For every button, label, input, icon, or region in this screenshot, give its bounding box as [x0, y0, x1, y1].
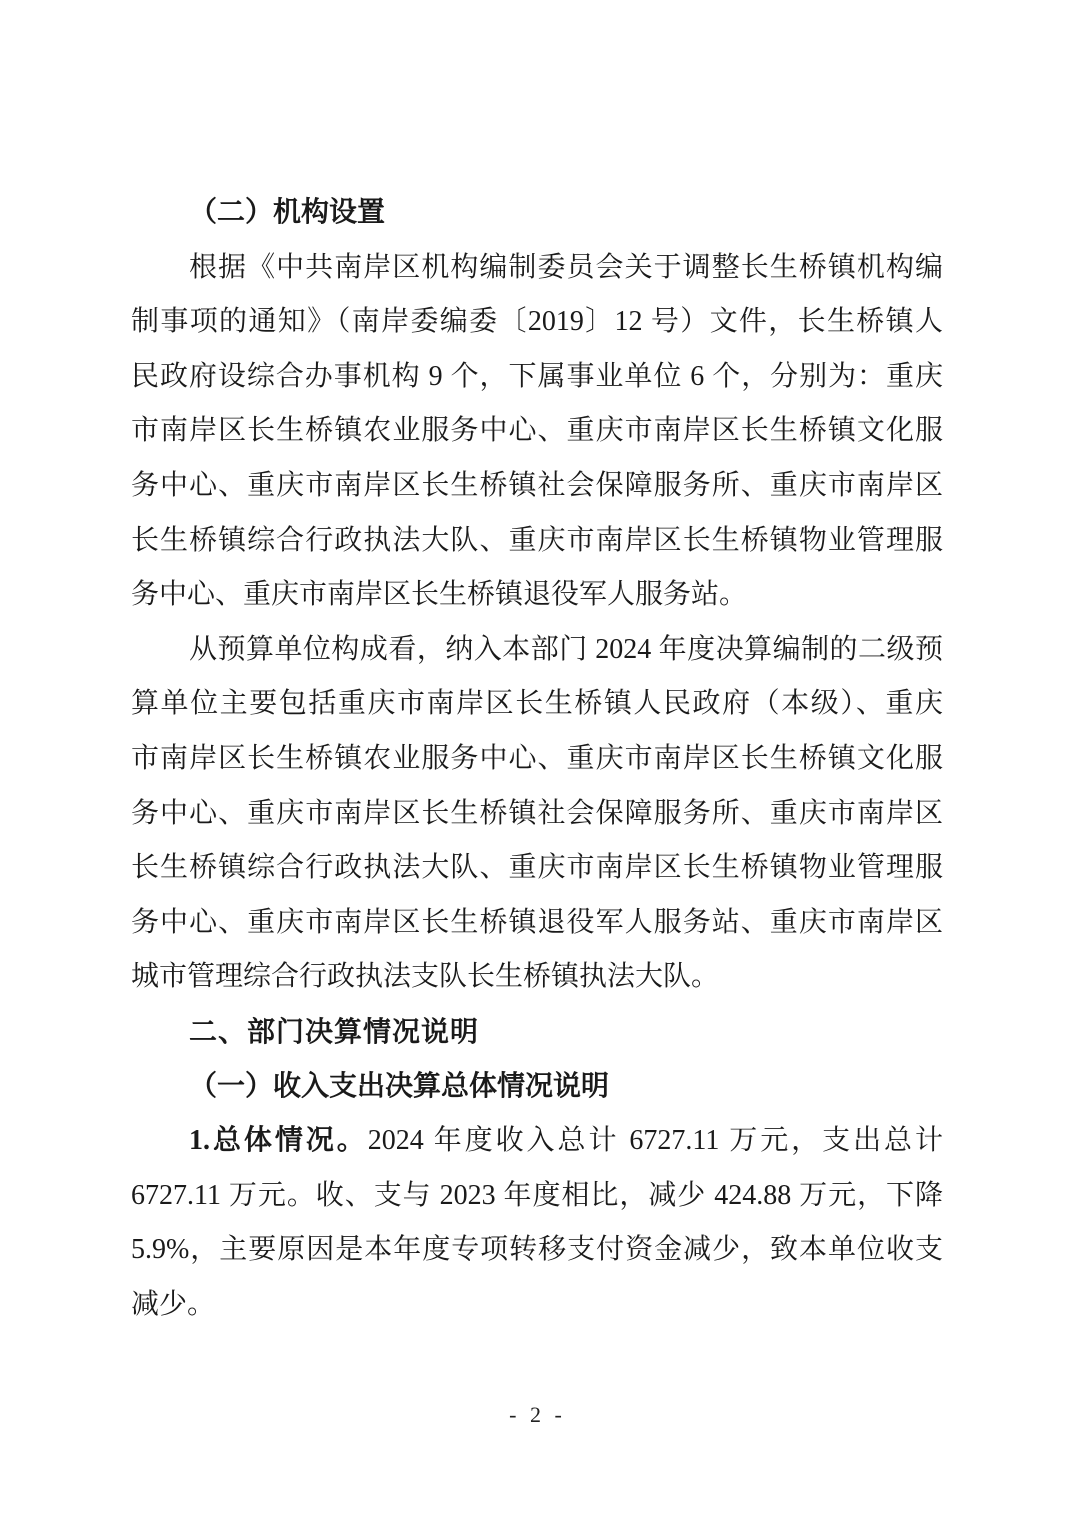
- text-line: 从预算单位构成看，纳入本部门 2024 年度决算编制的二级预: [189, 633, 943, 665]
- document-content: [131, 186, 943, 1332]
- paragraph-budget-units: [131, 623, 943, 1005]
- text-line: 市南岸区长生桥镇农业服务中心、重庆市南岸区长生桥镇文化服: [131, 415, 943, 447]
- text-line: 6727.11 万元。收、支与 2023 年度相比，减少 424.88 万元，下降: [131, 1179, 943, 1211]
- section-heading-income-expense: （一）收入支出决算总体情况说明: [189, 1070, 610, 1102]
- text-line: 根据《中共南岸区机构编制委员会关于调整长生桥镇机构编: [189, 251, 943, 283]
- paragraph-overall-situation: [131, 1114, 943, 1332]
- text-line: 市南岸区长生桥镇农业服务中心、重庆市南岸区长生桥镇文化服: [131, 742, 943, 774]
- bold-run: 1.总体情况。: [189, 1125, 368, 1157]
- text-line: 务中心、重庆市南岸区长生桥镇社会保障服务所、重庆市南岸区: [131, 469, 943, 501]
- text-line: 减少。: [131, 1288, 216, 1320]
- text-line: 民政府设综合办事机构 9 个，下属事业单位 6 个，分别为：重庆: [131, 360, 943, 392]
- text-line: 城市管理综合行政执法支队长生桥镇执法大队。: [131, 961, 720, 993]
- text-line: 务中心、重庆市南岸区长生桥镇退役军人服务站、重庆市南岸区: [131, 906, 943, 938]
- text-run: 2024 年度收入总计 6727.11 万元，支出总计: [367, 1125, 943, 1157]
- text-line: 长生桥镇综合行政执法大队、重庆市南岸区长生桥镇物业管理服: [131, 524, 943, 556]
- section-heading-org-setup: （二）机构设置: [189, 197, 386, 228]
- page-number: - 2 -: [509, 1402, 566, 1427]
- paragraph-org-setup: [131, 241, 943, 623]
- text-line: 务中心、重庆市南岸区长生桥镇退役军人服务站。: [131, 579, 748, 611]
- text-line: 务中心、重庆市南岸区长生桥镇社会保障服务所、重庆市南岸区: [131, 797, 943, 829]
- text-line: 制事项的通知》（南岸委编委〔2019〕12 号）文件，长生桥镇人: [131, 306, 943, 338]
- section-heading-final-accounts: 二、部门决算情况说明: [189, 1015, 480, 1047]
- text-line: [131, 1114, 943, 1169]
- text-line: 长生桥镇综合行政执法大队、重庆市南岸区长生桥镇物业管理服: [131, 852, 943, 884]
- text-line: 5.9%，主要原因是本年度专项转移支付资金减少，致本单位收支: [131, 1234, 943, 1266]
- text-line: 算单位主要包括重庆市南岸区长生桥镇人民政府（本级）、重庆: [131, 688, 943, 720]
